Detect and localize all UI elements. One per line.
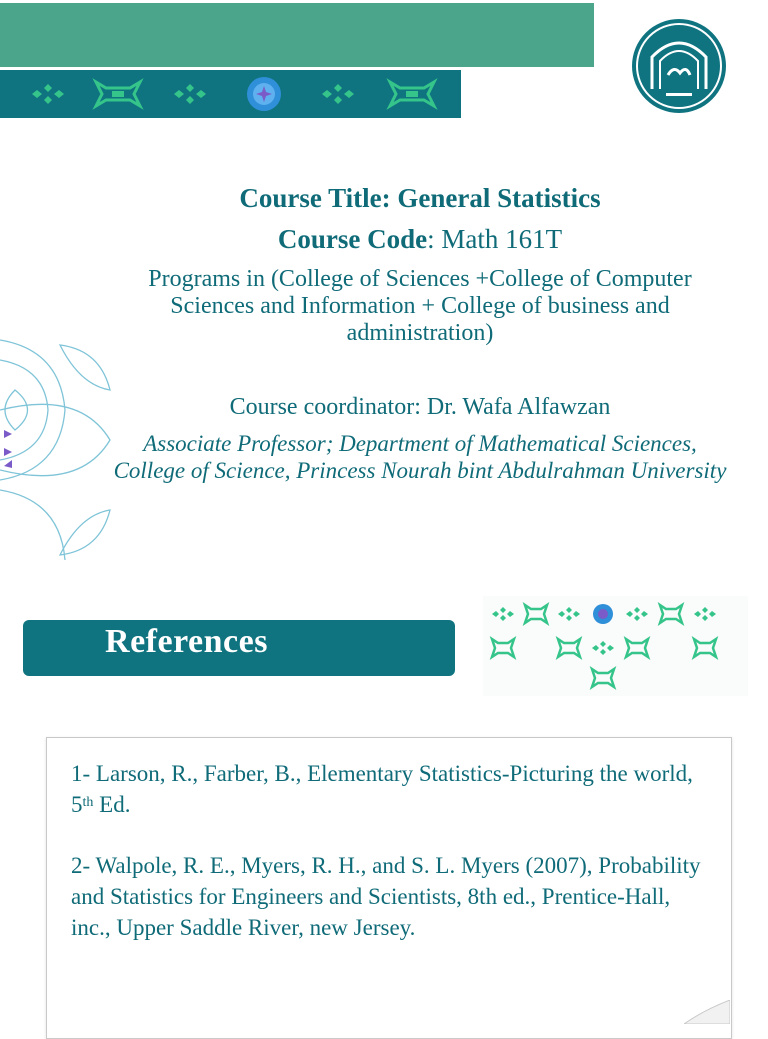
course-code-value: : Math 161T [427,224,563,254]
header-ornament-band [0,70,461,118]
reference-item-1-edition: Ed. [93,792,131,817]
university-logo-icon [630,17,728,115]
programs-text: Programs in (College of Sciences +College of Computer Sciences and Information + College of business and administration) [148,266,692,346]
reference-item-1-text: 1- Larson, R., Farber, B., Elementary Statistics-Picturing the world, 5 [71,761,693,817]
reference-item-1-superscript: th [82,795,94,810]
references-heading: References [105,623,268,660]
course-title: Course Title: General Statistics [239,183,601,213]
coordinator-affiliation: Associate Professor; Department of Mathematical Sciences, College of Science, Princess Nourah bint Abdulrahman University [113,431,727,483]
references-ornament [483,596,748,696]
reference-item-1 [71,758,701,820]
header-ornament-pattern [0,70,461,118]
page-curl [684,1000,730,1024]
course-code [110,224,730,255]
references-banner [23,620,455,676]
references-list [46,737,732,1039]
course-coordinator: Course coordinator: Dr. Wafa Alfawzan [229,394,611,420]
reference-item-2: 2- Walpole, R. E., Myers, R. H., and S. L. Myers (2007), Probability and Statistics for Engineers and Scientists, 8th ed., Prentice-Hall, inc., Upper Saddle River, new Jersey. [71,853,701,940]
header-top-band [0,3,594,67]
course-code-label: Course Code [277,224,428,254]
